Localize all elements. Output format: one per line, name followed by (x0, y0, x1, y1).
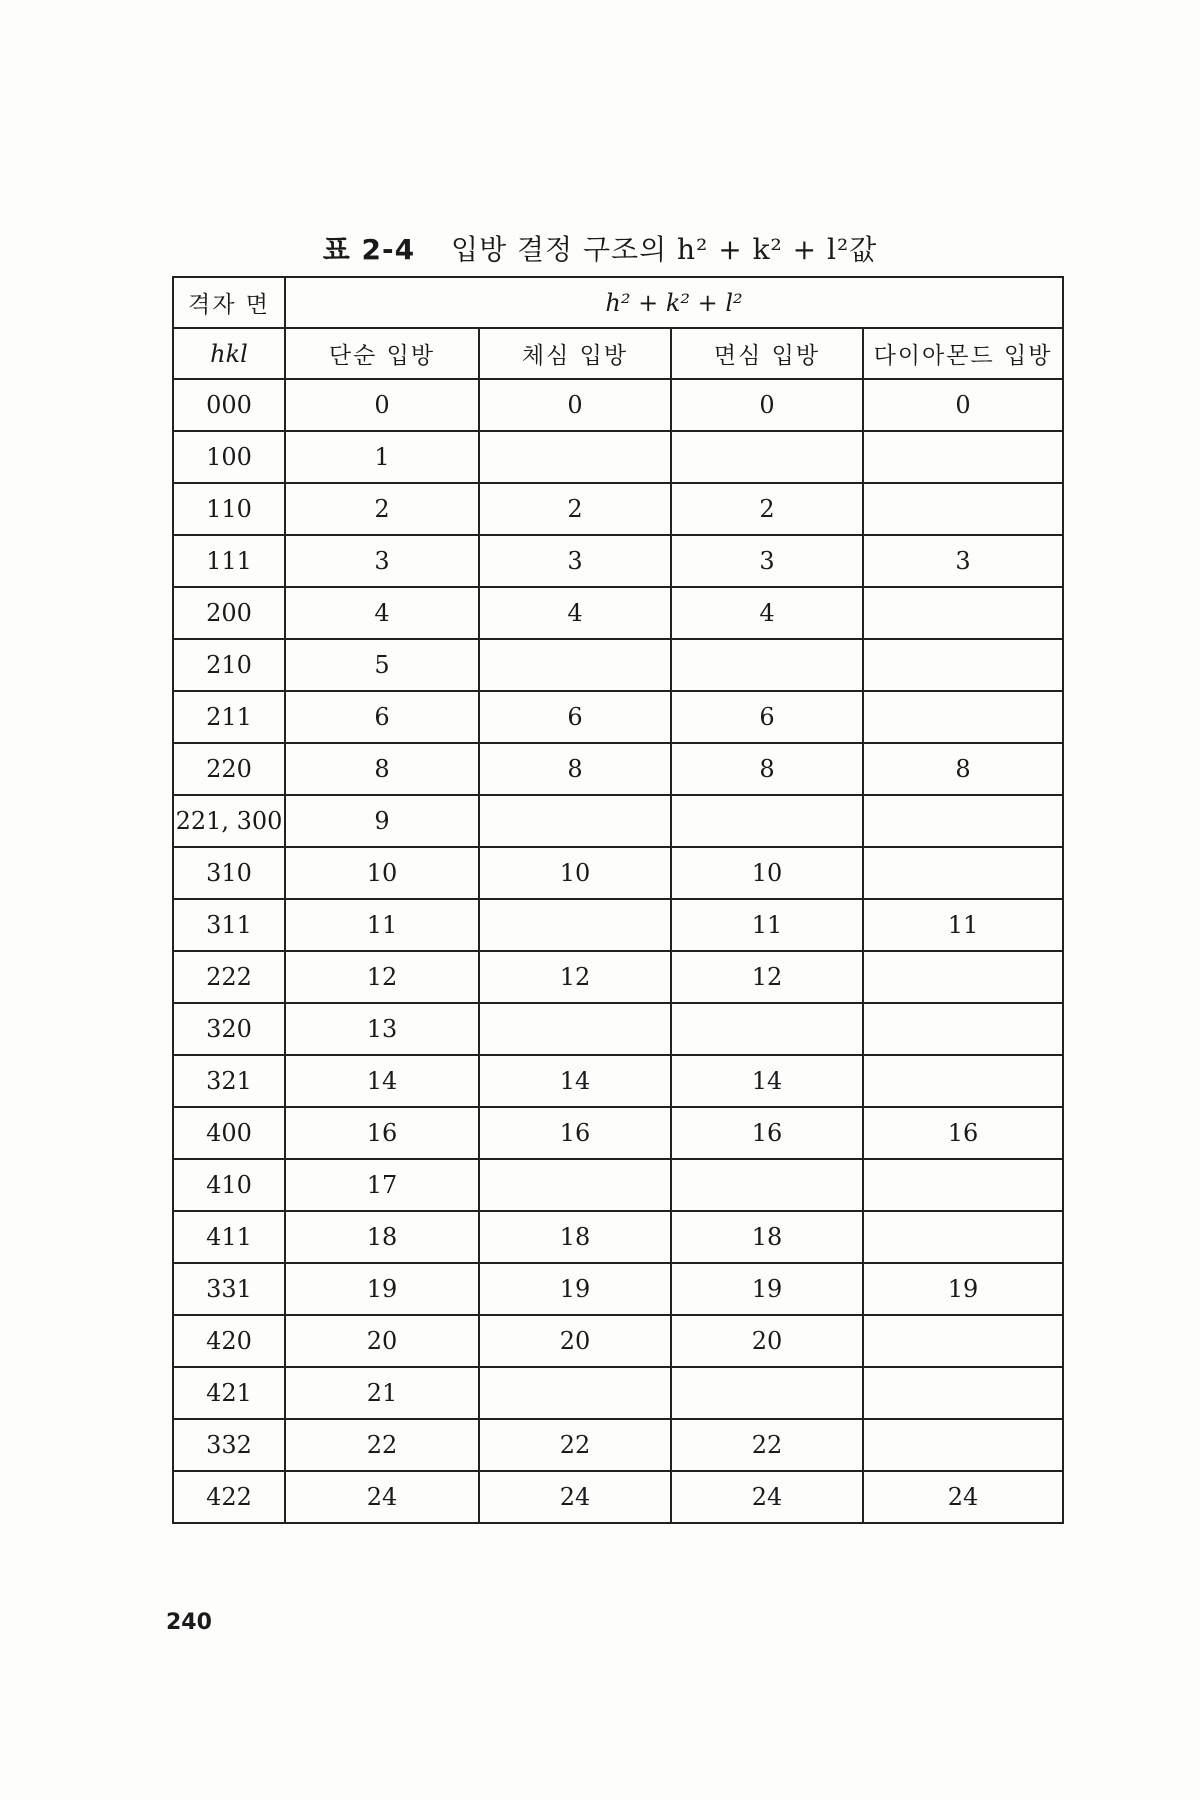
value-cell (671, 795, 863, 847)
value-cell (863, 1055, 1063, 1107)
hkl-cell: 410 (173, 1159, 285, 1211)
value-cell: 12 (285, 951, 479, 1003)
hkl-cell: 321 (173, 1055, 285, 1107)
table-row (173, 899, 1063, 951)
hkl-cell: 110 (173, 483, 285, 535)
value-cell: 6 (671, 691, 863, 743)
value-cell: 19 (671, 1263, 863, 1315)
value-cell: 16 (671, 1107, 863, 1159)
value-cell: 10 (479, 847, 671, 899)
value-cell: 2 (479, 483, 671, 535)
value-cell: 11 (285, 899, 479, 951)
value-cell: 4 (285, 587, 479, 639)
value-cell: 3 (863, 535, 1063, 587)
column-header-bcc: 체심 입방 (479, 328, 671, 379)
value-cell: 20 (671, 1315, 863, 1367)
hkl-cell: 211 (173, 691, 285, 743)
value-cell: 4 (671, 587, 863, 639)
value-cell (671, 431, 863, 483)
table-row (173, 587, 1063, 639)
table-row (173, 379, 1063, 431)
value-cell (671, 1367, 863, 1419)
value-cell (863, 1003, 1063, 1055)
value-cell (863, 691, 1063, 743)
table-row (173, 1263, 1063, 1315)
value-cell (863, 431, 1063, 483)
hkl-cell: 310 (173, 847, 285, 899)
hkl-cell: 200 (173, 587, 285, 639)
value-cell (671, 1159, 863, 1211)
value-cell (863, 1367, 1063, 1419)
value-cell: 6 (285, 691, 479, 743)
hkl-cell: 421 (173, 1367, 285, 1419)
table-row (173, 431, 1063, 483)
value-cell: 10 (671, 847, 863, 899)
value-cell: 24 (863, 1471, 1063, 1523)
table-row (173, 1471, 1063, 1523)
table-row (173, 795, 1063, 847)
value-cell: 11 (671, 899, 863, 951)
value-cell: 22 (671, 1419, 863, 1471)
value-cell: 18 (671, 1211, 863, 1263)
value-cell: 9 (285, 795, 479, 847)
value-cell: 0 (863, 379, 1063, 431)
value-cell: 1 (285, 431, 479, 483)
hkl-cell: 331 (173, 1263, 285, 1315)
plane-label-cell: 격자 면 (173, 277, 285, 328)
column-header-fcc: 면심 입방 (671, 328, 863, 379)
value-cell: 20 (285, 1315, 479, 1367)
hkl-label-cell: hkl (173, 328, 285, 379)
hkl-cell: 422 (173, 1471, 285, 1523)
table-row (173, 1003, 1063, 1055)
table-row (173, 1055, 1063, 1107)
value-cell: 2 (671, 483, 863, 535)
value-cell: 22 (479, 1419, 671, 1471)
table-caption (0, 228, 1200, 268)
value-cell (671, 639, 863, 691)
value-cell (863, 1211, 1063, 1263)
value-cell: 12 (479, 951, 671, 1003)
hkl-cell: 000 (173, 379, 285, 431)
value-cell: 14 (671, 1055, 863, 1107)
table-row (173, 1367, 1063, 1419)
column-header-simple-cubic: 단순 입방 (285, 328, 479, 379)
value-cell: 17 (285, 1159, 479, 1211)
table-row (173, 691, 1063, 743)
value-cell: 5 (285, 639, 479, 691)
table-row (173, 639, 1063, 691)
hkl-cell: 220 (173, 743, 285, 795)
value-cell (479, 899, 671, 951)
value-cell (863, 483, 1063, 535)
value-cell: 16 (479, 1107, 671, 1159)
hkl-cell: 411 (173, 1211, 285, 1263)
table-row (173, 1419, 1063, 1471)
value-cell: 2 (285, 483, 479, 535)
value-cell: 21 (285, 1367, 479, 1419)
value-cell (863, 795, 1063, 847)
value-cell: 0 (479, 379, 671, 431)
table-row (173, 483, 1063, 535)
value-cell: 6 (479, 691, 671, 743)
page-number: 240 (166, 1610, 212, 1635)
value-cell: 8 (863, 743, 1063, 795)
value-cell: 24 (671, 1471, 863, 1523)
value-cell: 8 (285, 743, 479, 795)
header-row-1 (173, 277, 1063, 328)
table-row (173, 951, 1063, 1003)
value-cell: 24 (285, 1471, 479, 1523)
hkl-cell: 400 (173, 1107, 285, 1159)
column-header-diamond: 다이아몬드 입방 (863, 328, 1063, 379)
cubic-structure-table (172, 276, 1064, 1524)
value-cell: 8 (671, 743, 863, 795)
header-row-2 (173, 328, 1063, 379)
value-cell: 24 (479, 1471, 671, 1523)
hkl-cell: 311 (173, 899, 285, 951)
value-cell: 19 (479, 1263, 671, 1315)
value-cell: 8 (479, 743, 671, 795)
value-cell (479, 795, 671, 847)
table-title: 입방 결정 구조의 h² + k² + l²값 (451, 233, 878, 266)
value-cell: 0 (671, 379, 863, 431)
hkl-cell: 210 (173, 639, 285, 691)
hkl-cell: 221, 300 (173, 795, 285, 847)
value-cell: 19 (863, 1263, 1063, 1315)
value-cell: 20 (479, 1315, 671, 1367)
hkl-cell: 100 (173, 431, 285, 483)
value-cell (863, 587, 1063, 639)
table-row (173, 535, 1063, 587)
value-cell: 3 (671, 535, 863, 587)
value-cell: 16 (285, 1107, 479, 1159)
sum-label-cell: h² + k² + l² (285, 277, 1063, 328)
hkl-cell: 420 (173, 1315, 285, 1367)
value-cell: 10 (285, 847, 479, 899)
hkl-cell: 332 (173, 1419, 285, 1471)
hkl-cell: 320 (173, 1003, 285, 1055)
value-cell: 12 (671, 951, 863, 1003)
value-cell: 14 (285, 1055, 479, 1107)
value-cell: 3 (285, 535, 479, 587)
value-cell: 4 (479, 587, 671, 639)
table-row (173, 1315, 1063, 1367)
table-row (173, 1107, 1063, 1159)
table-row (173, 1211, 1063, 1263)
hkl-cell: 222 (173, 951, 285, 1003)
value-cell (863, 1159, 1063, 1211)
value-cell (479, 1367, 671, 1419)
value-cell: 11 (863, 899, 1063, 951)
value-cell (479, 1159, 671, 1211)
value-cell: 22 (285, 1419, 479, 1471)
value-cell: 16 (863, 1107, 1063, 1159)
table-number: 표 2-4 (322, 233, 416, 266)
value-cell: 18 (285, 1211, 479, 1263)
hkl-cell: 111 (173, 535, 285, 587)
value-cell: 14 (479, 1055, 671, 1107)
table-row (173, 1159, 1063, 1211)
value-cell (671, 1003, 863, 1055)
table-row (173, 743, 1063, 795)
value-cell (863, 951, 1063, 1003)
value-cell: 19 (285, 1263, 479, 1315)
table-row (173, 847, 1063, 899)
value-cell: 13 (285, 1003, 479, 1055)
value-cell (863, 1419, 1063, 1471)
value-cell (863, 847, 1063, 899)
value-cell (479, 639, 671, 691)
value-cell (863, 1315, 1063, 1367)
value-cell: 0 (285, 379, 479, 431)
value-cell (863, 639, 1063, 691)
value-cell: 3 (479, 535, 671, 587)
value-cell: 18 (479, 1211, 671, 1263)
value-cell (479, 431, 671, 483)
value-cell (479, 1003, 671, 1055)
